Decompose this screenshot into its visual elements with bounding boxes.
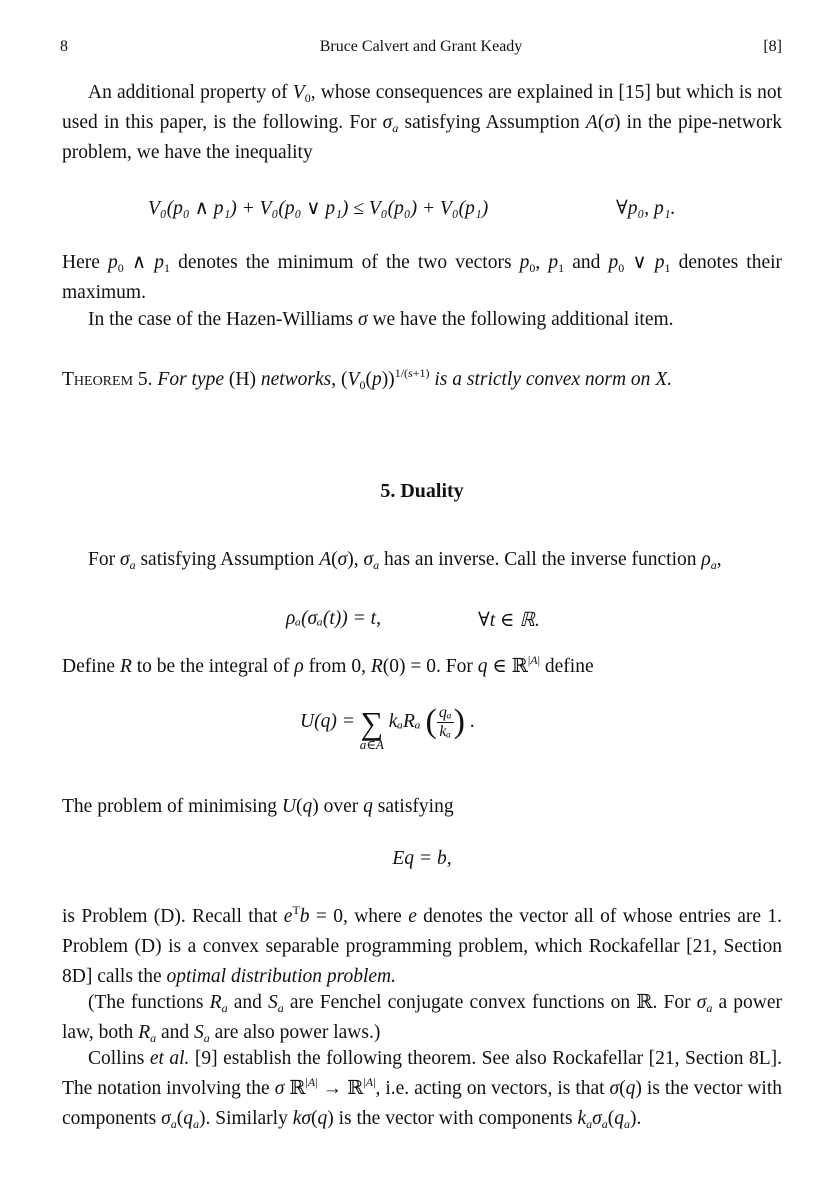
theorem-label: Theorem 5. (62, 369, 153, 390)
section-title: 5. Duality (380, 480, 464, 502)
inverse-equation: ρₐ(σₐ(t)) = t, (286, 608, 381, 629)
page-number: 8 (60, 38, 68, 55)
fraction-numerator: qₐ (438, 703, 452, 721)
objective-equation: U(q) = ∑ a∈A kₐRₐ ( $\frac{\text{qₐ}}{\text{kₐ}}$ ) . (300, 703, 475, 752)
sum-index: a∈A (359, 737, 384, 752)
paragraph-define-r: Define R to be the integral of ρ from 0, R(0) = 0. For q ∈ ℝ$^{|A|}$ define (62, 653, 594, 677)
paragraph-minimising: The problem of minimising U(q) over q satisfying (62, 796, 454, 817)
paragraph-hazen-williams: In the case of the Hazen-Williams σ we have the following additional item. (88, 309, 674, 330)
page-header (60, 38, 782, 60)
inequality-equation (148, 196, 488, 220)
constraint-equation: Eq = b, (392, 848, 452, 869)
paragraph-fenchel: (The functions $R_a$ and $S_a$ are Fenchel conjugate convex functions on ℝ. For $\sigma_a$ a power law, both $R_a$ and $S_a$ are also power laws.) (62, 992, 782, 1045)
theorem-5: Theorem 5. For type (H) networks, $(V_0(p))^{1/(s+1)}$ is a strictly convex norm on X. (62, 366, 673, 392)
paragraph-min-max: Here $p_0$ ∧ $p_1$ denotes the minimum of the two vectors $p_0$, $p_1$ and $p_0$ ∨ $p_1$ denotes their maximum. (62, 252, 783, 303)
paragraph-collins: Collins et al. [9] establish the following theorem. See also Rockafellar [21, Section 8L]. The notation involving the σ ℝ$^{|A|}$ → ℝ$^{|A|}$, i.e. acting on vectors, is that σ(q) is the vector with components $\sigma_a(q_a)$. Similarly kσ(q) is the vector with components $k_a\sigma_a(q_a)$. (62, 1048, 782, 1131)
paragraph-inverse: For $\sigma_a$ satisfying Assumption A(σ), $\sigma_a$ has an inverse. Call the inverse function $\rho_a$, (88, 549, 722, 572)
paragraph-vo-property: An additional property of $V_0$, whose consequences are explained in [15] but which is not used in this paper, is the following. For $\sigma_a$ satisfying Assumption A(σ) in the pipe-network problem, we have the inequality (62, 82, 782, 163)
inverse-quantifier: ∀t ∈ ℝ. (478, 610, 540, 631)
paragraph-problem-d: is Problem (D). Recall that $e^Tb = 0$, where e denotes the vector all of whose entries are 1. Problem (D) is a convex separable programming problem, which Rockafellar [21, Section 8D] calls the optimal distribution problem. (62, 903, 783, 987)
inequality-quantifier: ∀p₀, p₁. (616, 198, 676, 219)
inequality-lhs: V₀(p₀ ∧ p₁) + V₀(p₀ ∨ p₁) ≤ V₀(p₀) + V₀(p₁) (148, 198, 489, 219)
header-reference: [8] (763, 38, 782, 55)
running-title: Bruce Calvert and Grant Keady (319, 38, 523, 55)
fraction-denominator: kₐ (439, 722, 452, 740)
